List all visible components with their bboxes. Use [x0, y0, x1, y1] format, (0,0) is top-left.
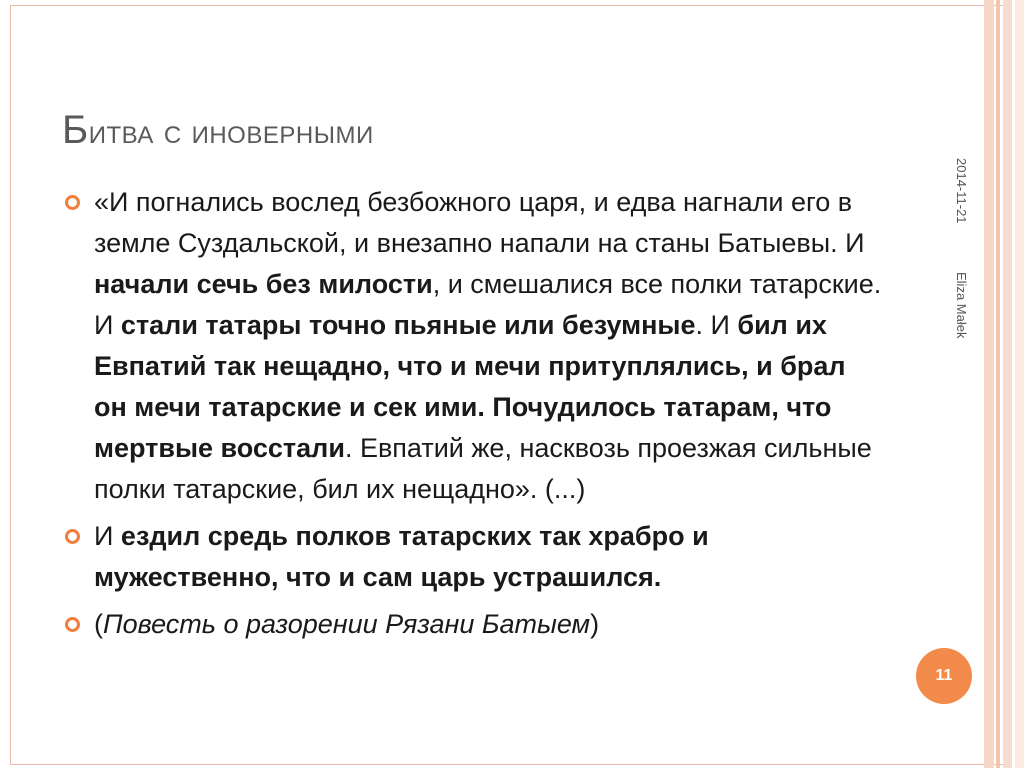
text-segment: «И погнались вослед безбожного царя, и едва нагнали его в земле Суздальской, и внезапно напали на станы Батыевы. И: [94, 187, 865, 258]
circle-bullet-icon: [65, 617, 80, 632]
text-segment: И: [94, 521, 121, 551]
decorative-stripe: [996, 0, 1000, 768]
bold-text-segment: начали сечь без милости: [94, 269, 433, 299]
text-segment: . Евпатий же, насквозь проезжая сильные полки татарские, бил их нещадно». (...): [94, 433, 872, 504]
decorative-stripe: [1015, 0, 1024, 768]
slide-title: [62, 108, 374, 153]
text-segment: (: [94, 609, 103, 639]
page-number-badge: 11: [916, 648, 972, 704]
bullet-item: [62, 182, 882, 510]
italic-text-segment: Повесть о разорении Рязани Батыем: [103, 609, 591, 639]
circle-bullet-icon: [65, 529, 80, 544]
bold-text-segment: стали татары точно пьяные или безумные: [120, 310, 696, 340]
bullet-item: [62, 516, 882, 598]
text-segment: , и смешалися все полки татарские. И: [94, 269, 882, 340]
text-segment: ): [590, 609, 600, 639]
slide-author: Eliza Małek: [954, 272, 969, 339]
slide-date: 2014-11-21: [954, 158, 969, 224]
bold-text-segment: ездил средь полков татарских так храбро и мужественно, что и сам царь устрашился.: [94, 521, 709, 592]
bullet-item: [62, 604, 882, 645]
bullet-list: [62, 182, 882, 651]
decorative-stripe: [1003, 0, 1012, 768]
slide-title-initial: Б: [62, 108, 89, 152]
decorative-stripe: [984, 0, 994, 768]
circle-bullet-icon: [65, 195, 80, 210]
slide-title-rest: итва с иноверными: [88, 113, 374, 151]
text-segment: . И: [695, 310, 738, 340]
bold-text-segment: бил их Евпатий так нещадно, что и мечи притуплялись, и брал он мечи татарские и сек ими. Почудилось татарам, что мертвые восстали: [94, 310, 846, 463]
